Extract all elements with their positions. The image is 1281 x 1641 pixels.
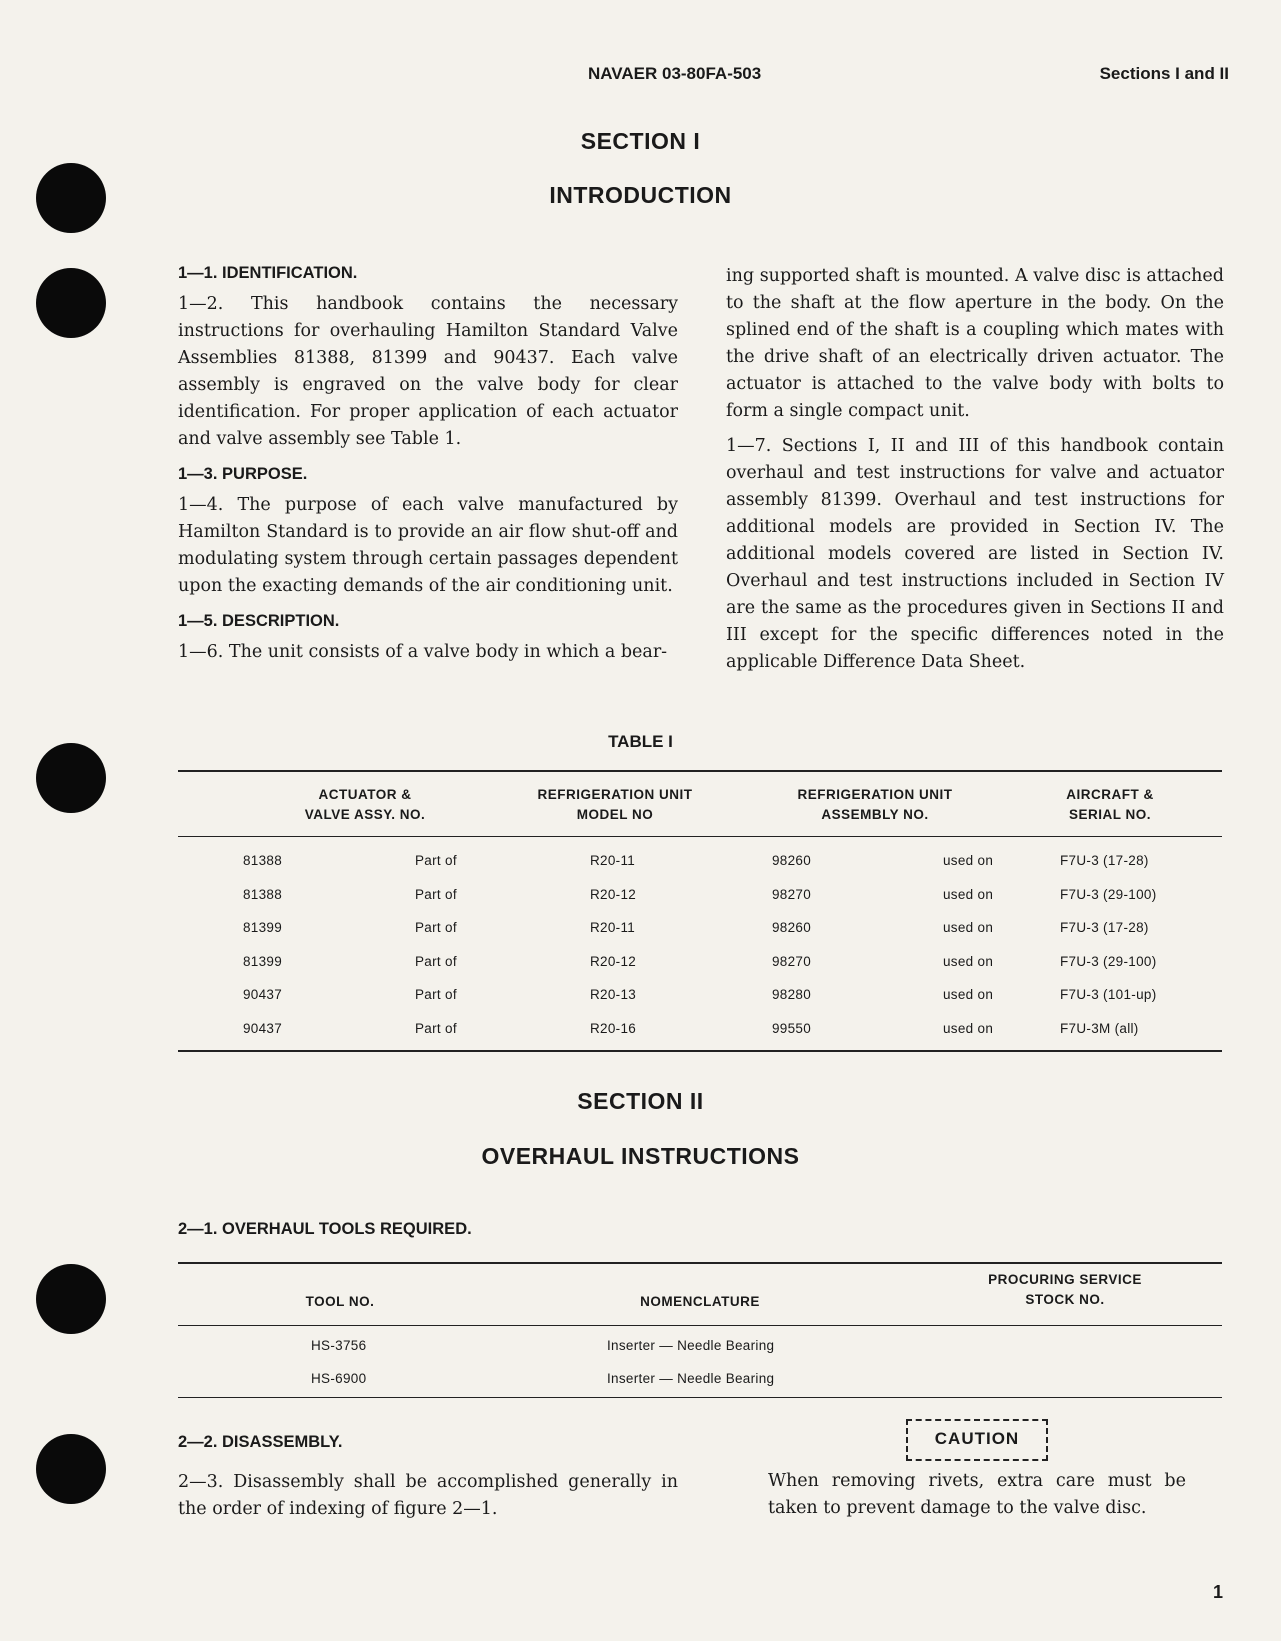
table-1-cell: F7U-3M (all) [1060, 1020, 1139, 1036]
table-1-cell: Part of [415, 953, 457, 969]
table-1-header-col-3: REFRIGERATION UNIT ASSEMBLY NO. [797, 787, 953, 822]
table-1-header-col-1: ACTUATOR & VALVE ASSY. NO. [304, 787, 426, 822]
paragraph-heading: 1—1. IDENTIFICATION. [178, 264, 358, 282]
table-1-cell: F7U-3 (101-up) [1060, 987, 1157, 1002]
tools-header-tool-no: TOOL NO. [305, 1294, 375, 1309]
paragraph: 1—6. The unit consists of a valve body in which a bear- [178, 642, 668, 662]
disassembly-paragraph: 2—3. Disassembly shall be accomplished generally in the order of indexing of figure 2—1. [178, 1472, 678, 1519]
tools-table-cell: Inserter — Needle Bearing [607, 1338, 775, 1353]
paragraph: 1—2. This handbook contains the necessary instructions for overhauling Hamilton Standard Valve Assemblies 81388, 81399 and 90437. Each valve assembly is engraved on the valve body for clear identification. For proper application of each actuator and valve assembly see Table 1. [178, 294, 678, 449]
table-1-bottom-rule [178, 1050, 1222, 1052]
table-1-cell: 81399 [243, 920, 283, 935]
tools-table-bottom-rule [178, 1397, 1222, 1398]
binder-hole-4 [36, 1264, 106, 1334]
paragraph: ing supported shaft is mounted. A valve disc is attached to the shaft at the flow aperture in the body. On the splined end of the shaft is a coupling which mates with the drive shaft of an electrically driven actuator. The actuator is attached to the valve body with bolts to form a single compact unit. [726, 266, 1224, 421]
doc-number: NAVAER 03-80FA-503 [588, 64, 762, 83]
table-1-cell: F7U-3 (29-100) [1060, 886, 1157, 902]
tools-header-procuring-stock: PROCURING SERVICE STOCK NO. [988, 1272, 1142, 1307]
table-1-cell: 90437 [243, 1020, 283, 1036]
table-1-cell: Part of [415, 987, 457, 1002]
section-1-left-column [178, 260, 678, 666]
caution-label: CAUTION [906, 1419, 1048, 1461]
table-1-top-rule [178, 770, 1222, 772]
paragraph-heading: 1—3. PURPOSE. [178, 465, 308, 483]
section-1-title: INTRODUCTION [549, 182, 732, 208]
tools-table-header-rule [178, 1325, 1222, 1326]
tools-table-cell: Inserter — Needle Bearing [607, 1371, 775, 1386]
table-1-cell: R20-13 [590, 987, 637, 1002]
table-1-cell: used on [943, 1020, 994, 1036]
tools-header-nomenclature: NOMENCLATURE [640, 1294, 760, 1309]
table-1-cell: F7U-3 (29-100) [1060, 953, 1157, 969]
caution-text: When removing rivets, extra care must be taken to prevent damage to the valve disc. [768, 1471, 1186, 1518]
table-1-cell: 98270 [772, 886, 812, 902]
tools-heading: 2—1. OVERHAUL TOOLS REQUIRED. [178, 1220, 472, 1238]
table-1-cell: Part of [415, 1020, 457, 1036]
table-1-cell: 98280 [772, 987, 812, 1002]
table-1-cell: used on [943, 920, 994, 935]
section-2-title: OVERHAUL INSTRUCTIONS [481, 1143, 800, 1169]
table-1-cell: R20-11 [590, 920, 636, 935]
table-1-cell: 90437 [243, 987, 283, 1002]
table-1-cell: F7U-3 (17-28) [1060, 920, 1149, 935]
table-1-cell: Part of [415, 920, 457, 935]
paragraph: 1—4. The purpose of each valve manufactured by Hamilton Standard is to provide an air flow shut-off and modulating system through certain passages dependent upon the exacting demands of the air conditioning unit. [178, 495, 678, 596]
table-1-header-col-2: REFRIGERATION UNIT MODEL NO [537, 787, 693, 822]
section-1-heading: SECTION I [580, 128, 701, 154]
table-1-cell: used on [943, 987, 994, 1002]
table-1-cell: 81399 [243, 953, 283, 969]
table-1-cell: R20-16 [590, 1020, 637, 1036]
table-1-cell: used on [943, 953, 994, 969]
section-1-right-column [726, 263, 1224, 676]
table-1-cell: F7U-3 (17-28) [1060, 853, 1149, 868]
paragraph-heading: 1—5. DESCRIPTION. [178, 612, 340, 630]
binder-hole-2 [36, 268, 106, 338]
table-1-cell: 98260 [772, 920, 812, 935]
table-1-cell: used on [943, 886, 994, 902]
paragraph: 1—7. Sections I, II and III of this handbook contain overhaul and test instructions for valve and actuator assembly 81399. Overhaul and test instructions for additional models are provided in Section IV. The additional models covered are listed in Section IV. Overhaul and test instructions included in Section IV are the same as the procedures given in Sections II and III except for the specific differences noted in the applicable Difference Data Sheet. [726, 436, 1224, 672]
table-1-cell: Part of [415, 886, 457, 902]
table-1-cell: 81388 [243, 853, 283, 868]
table-1-cell: R20-12 [590, 953, 637, 969]
table-1-cell: R20-12 [590, 886, 637, 902]
table-1-cell: used on [943, 853, 994, 868]
disassembly-heading: 2—2. DISASSEMBLY. [178, 1433, 343, 1451]
binder-hole-5 [36, 1434, 106, 1504]
binder-hole-3 [36, 743, 106, 813]
table-1-title: TABLE I [608, 732, 673, 751]
section-2-heading: SECTION II [577, 1088, 704, 1114]
table-1-cell: 98270 [772, 953, 812, 969]
table-1-header-col-4: AIRCRAFT & SERIAL NO. [1066, 787, 1154, 822]
caution-text-block [768, 1468, 1186, 1522]
tools-table-top-rule [178, 1262, 1222, 1264]
table-1-cell: R20-11 [590, 853, 636, 868]
table-1-header-rule [178, 836, 1222, 837]
tools-table-cell: HS-3756 [311, 1338, 367, 1353]
header-sections: Sections I and II [1099, 64, 1229, 83]
table-1-cell: 81388 [243, 886, 283, 902]
disassembly-text-block [178, 1469, 678, 1523]
table-1-cell: 99550 [772, 1020, 812, 1036]
tools-table-cell: HS-6900 [311, 1371, 367, 1386]
table-1-cell: 98260 [772, 853, 812, 868]
page-number: 1 [1212, 1582, 1223, 1602]
table-1-cell: Part of [415, 853, 457, 868]
